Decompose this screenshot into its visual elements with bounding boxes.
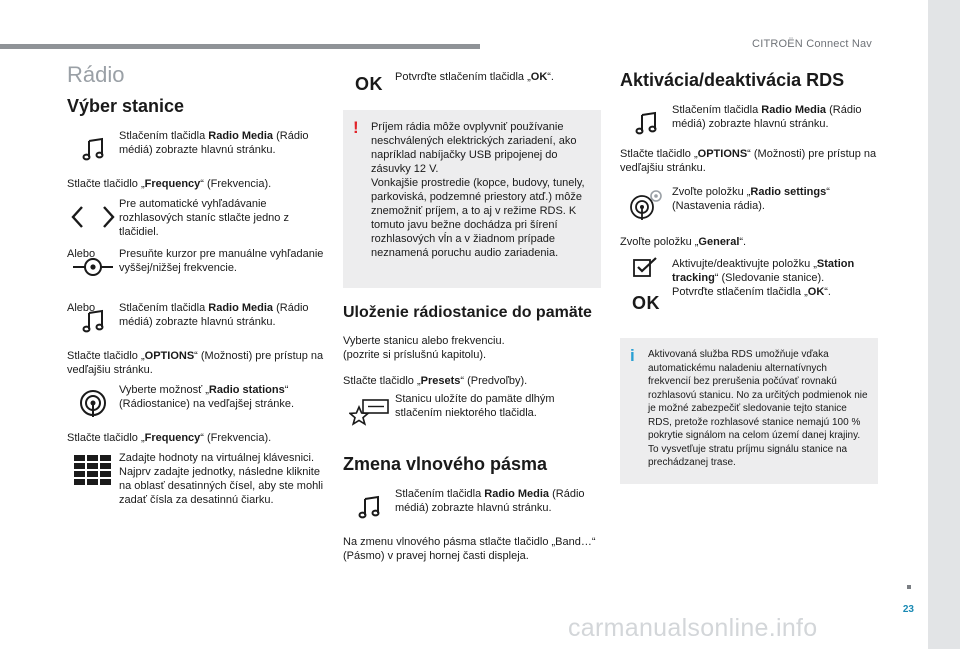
- keypad-icon: [67, 451, 119, 491]
- warning-text: Príjem rádia môže ovplyvniť používanie neschválených elektrických zariadení, ako napríklad nabíjačky USB pripojenej do zásuvky 12 V. Vonkajšie prostredie (kopce, budovy, tunely, parkoviská, podzemné priestory atď.) môže znemožniť príjem, a to aj v režime RDS. K tomuto javu bežne dochádza pri šírení rozhlasových vĺn a v žiadnom prípade neznamená poruchu audio zariadenia.: [371, 121, 585, 259]
- step-text: Stlačením tlačidla Radio Media (Rádio médiá) zobrazte hlavnú stránku.: [119, 302, 309, 328]
- page-title: Rádio: [67, 62, 125, 87]
- step-radio-media-2: [67, 301, 329, 341]
- step-radio-stations: [67, 383, 329, 423]
- step-store-preset: [343, 392, 601, 432]
- paragraph: Stlačte tlačidlo „OPTIONS“ (Možnosti) pre prístup na vedľajšiu stránku.: [67, 350, 324, 376]
- page-marker: [907, 585, 911, 589]
- step-keypad: [67, 451, 329, 507]
- tracking-icons: [620, 257, 672, 314]
- chevron-right-icon: [104, 207, 113, 227]
- warning-icon: !: [353, 118, 359, 137]
- step-radio-settings: [620, 185, 878, 225]
- paragraph: Stlačte tlačidlo „Frequency“ (Frekvencia).: [67, 432, 272, 444]
- column-3: [620, 66, 878, 500]
- step-text: Stlačením tlačidla Radio Media (Rádio médiá) zobrazte hlavnú stránku.: [119, 130, 309, 156]
- step-text: Aktivujte/deaktivujte položku „Station tracking“ (Sledovanie stanice). Potvrďte stlačením tlačidla „OK“.: [672, 258, 855, 298]
- header-bar: [0, 44, 480, 49]
- alternative-label: Alebo: [67, 302, 96, 314]
- paragraph: Na zmenu vlnového pásma stlačte tlačidlo „Band…“ (Pásmo) v pravej hornej časti displeja.: [343, 536, 596, 562]
- section-heading-station-selection: Výber stanice: [67, 96, 185, 116]
- page-number: 23: [902, 604, 914, 615]
- checkbox-icon: [632, 257, 660, 279]
- info-text: Aktivovaná služba RDS umožňuje vďaka automatickému naladeniu alternatívnych frekvencií bez prerušenia počúvať rovnakú rozhlasovú stanicu. No za určitých podmienok nie je možné zabezpečiť sledovanie tejto stanice RDS, pretože rozhlasové stanice nemajú 100 % pokrytie signálom na celom území danej krajiny. To vysvetľuje stratu príjmu signálu stanice na prechádzanej trase.: [648, 349, 868, 468]
- brand-label: CITROËN Connect Nav: [752, 38, 872, 50]
- step-confirm-ok: [343, 70, 601, 98]
- step-radio-media-4: [620, 103, 878, 143]
- paragraph: Stlačte tlačidlo „OPTIONS“ (Možnosti) pre prístup na vedľajšiu stránku.: [620, 148, 877, 174]
- ok-icon: [343, 70, 395, 98]
- step-text: Zadajte hodnoty na virtuálnej klávesnici. Najprv zadajte jednotky, následne kliknite na oblasť desatinných čísel, aby ste mohli zadať čísla za desatinnú čiarku.: [119, 452, 324, 506]
- side-strip: [928, 0, 960, 649]
- paragraph: Zvoľte položku „General“.: [620, 236, 747, 248]
- step-manual-search: [67, 247, 329, 287]
- column-1: [67, 62, 329, 515]
- seek-icons: [67, 197, 119, 237]
- info-box: [620, 338, 878, 484]
- step-radio-media: [67, 129, 329, 169]
- chevron-left-icon: [73, 207, 82, 227]
- music-note-icon: [620, 103, 672, 143]
- column-2: [343, 70, 601, 569]
- paragraph: Vyberte stanicu alebo frekvenciu. (pozrite si príslušnú kapitolu).: [343, 335, 505, 361]
- radio-station-icon: [67, 383, 119, 423]
- step-text: Stlačením tlačidla Radio Media (Rádio médiá) zobrazte hlavnú stránku.: [672, 104, 862, 130]
- step-radio-media-3: [343, 487, 601, 527]
- step-text: Stlačením tlačidla Radio Media (Rádio médiá) zobrazte hlavnú stránku.: [395, 488, 585, 514]
- slider-cursor-icon: [67, 247, 119, 287]
- music-note-icon: [343, 487, 395, 527]
- watermark: carmanualsonline.info: [568, 614, 818, 642]
- section-heading-rds: Aktivácia/deaktivácia RDS: [620, 70, 845, 90]
- step-text: Zvoľte položku „Radio settings“ (Nastavenia rádia).: [672, 186, 830, 212]
- step-text: Pre automatické vyhľadávanie rozhlasových staníc stlačte jedno z tlačidiel.: [119, 198, 289, 238]
- paragraph: Stlačte tlačidlo „Presets“ (Predvoľby).: [343, 375, 528, 387]
- warning-box: [343, 110, 601, 288]
- music-note-icon: [67, 301, 119, 341]
- step-text: Potvrďte stlačením tlačidla „OK“.: [395, 71, 554, 83]
- star-preset-icon: [343, 392, 395, 432]
- radio-settings-icon: [620, 185, 672, 225]
- ok-label: OK: [632, 293, 660, 313]
- step-text: Stanicu uložíte do pamäte dlhým stlačením niektorého tlačidla.: [395, 393, 555, 419]
- alternative-label: Alebo: [67, 248, 96, 260]
- step-auto-search: [67, 197, 329, 239]
- step-text: Vyberte možnosť „Radio stations“ (Rádiostanice) na vedľajšej stránke.: [119, 384, 295, 410]
- music-note-icon: [67, 129, 119, 169]
- section-heading-store-station: Uloženie rádiostanice do pamäte: [343, 304, 592, 321]
- step-text: Presuňte kurzor pre manuálne vyhľadanie vyššej/nižšej frekvencie.: [119, 248, 324, 274]
- paragraph: Stlačte tlačidlo „Frequency“ (Frekvencia).: [67, 178, 272, 190]
- info-icon: i: [630, 346, 635, 365]
- step-station-tracking: [620, 257, 878, 314]
- ok-label: OK: [355, 73, 383, 94]
- section-heading-band-change: Zmena vlnového pásma: [343, 454, 548, 474]
